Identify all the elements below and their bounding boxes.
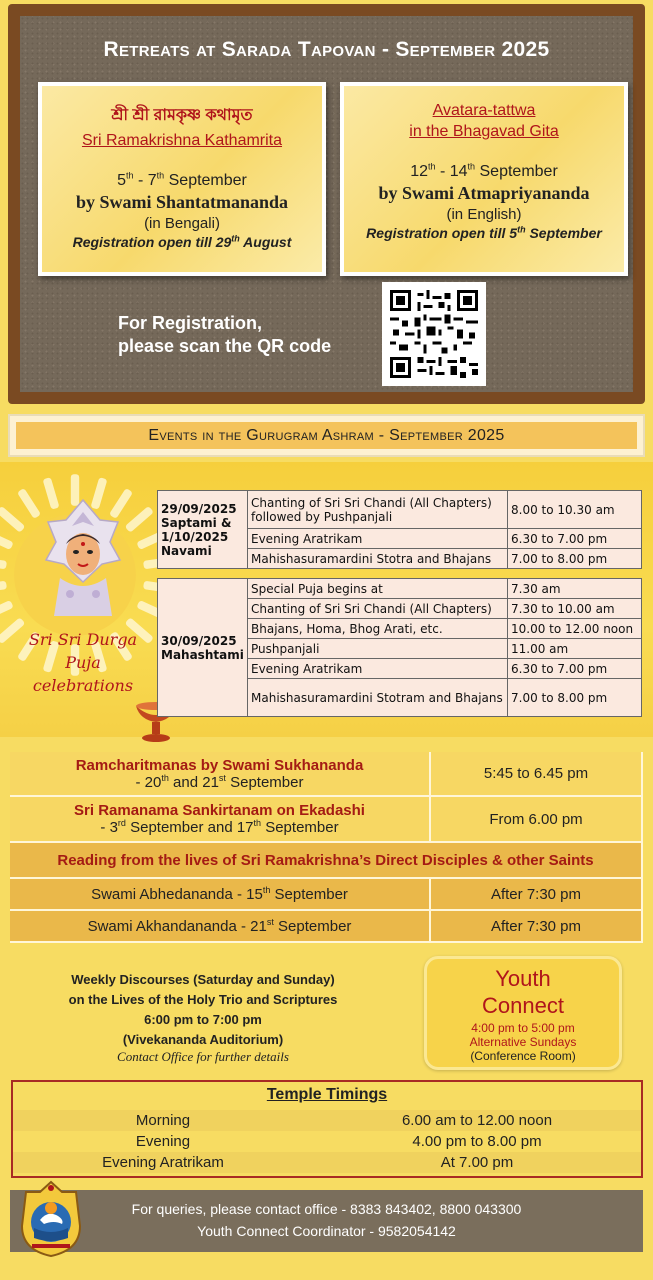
- event-description: Bhajans, Homa, Bhog Arati, etc.: [248, 619, 508, 639]
- table-row: [158, 579, 642, 599]
- event-time: 6.30 to 7.00 pm: [508, 659, 642, 679]
- retreat-dates: 5th - 7th September: [117, 170, 247, 189]
- youth-time: 4:00 pm to 5:00 pm: [471, 1021, 575, 1035]
- retreats-title: Retreats at Sarada Tapovan - September 2025: [103, 38, 550, 61]
- table-row: [10, 796, 642, 842]
- timing-label: Evening Aratrikam: [13, 1152, 313, 1173]
- event-description: Special Puja begins at: [248, 579, 508, 599]
- table-row: [158, 491, 642, 529]
- reading-time: After 7:30 pm: [430, 878, 642, 910]
- table-row: [10, 842, 642, 878]
- event-description: Chanting of Sri Sri Chandi (All Chapters): [248, 599, 508, 619]
- saptami-navami-schedule: [157, 490, 642, 569]
- retreat-title: Avatara-tattwa: [432, 102, 536, 119]
- retreat-title: Sri Ramakrishna Kathamrita: [81, 132, 283, 149]
- retreat-language: (in Bengali): [144, 215, 220, 232]
- timing-label: Morning: [13, 1110, 313, 1131]
- mahashtami-schedule: [157, 578, 642, 717]
- event-time: 7.30 to 10.00 am: [508, 599, 642, 619]
- event-description: Evening Aratrikam: [248, 529, 508, 549]
- timing-value: At 7.00 pm: [313, 1152, 641, 1173]
- event-description: Pushpanjali: [248, 639, 508, 659]
- retreat-dates: 12th - 14th September: [410, 161, 558, 180]
- event-time: 7.00 to 8.00 pm: [508, 679, 642, 717]
- timing-value: 4.00 pm to 8.00 pm: [412, 1133, 542, 1150]
- event-date: 30/09/2025 Mahashtami: [158, 579, 248, 717]
- reading-abhedananda: Swami Abhedananda - 15th September: [10, 878, 430, 910]
- footer-contact: [10, 1190, 643, 1252]
- retreat-speaker: by Swami Shantatmananda: [75, 192, 289, 212]
- weekly-discourses: Weekly Discourses (Saturday and Sunday) on the Lives of the Holy Trio and Scriptures 6:00 pm to 7:00 pm (Vivekananda Auditorium) Contact Office for further details: [18, 970, 388, 1064]
- registration-qr-code[interactable]: [382, 282, 486, 386]
- durga-puja-title: Sri Sri Durga Puja celebrations: [28, 630, 138, 695]
- table-row: [10, 910, 642, 942]
- retreats-board: [8, 4, 645, 404]
- table-row: [13, 1152, 641, 1173]
- retreat-subtitle: in the Bhagavad Gita: [409, 123, 559, 140]
- reading-akhandananda: Swami Akhandananda - 21st September: [10, 910, 430, 942]
- reading-time: After 7:30 pm: [430, 910, 642, 942]
- event-description: Mahishasuramardini Stotram and Bhajans: [248, 679, 508, 717]
- event-time: 11.00 am: [508, 639, 642, 659]
- office-contact: For queries, please contact office - 8383 843402, 8800 043300: [131, 1201, 522, 1217]
- youth-venue: (Conference Room): [470, 1049, 576, 1063]
- youth-connect-badge: Youth Connect 4:00 pm to 5:00 pm Alternative Sundays (Conference Room): [424, 956, 622, 1070]
- event-time: 6.30 to 7.00 pm: [508, 529, 642, 549]
- retreat-language: (in English): [446, 206, 522, 223]
- event-time: 8.00 to 10.30 am: [508, 491, 642, 529]
- table-row: [10, 878, 642, 910]
- event-time: 10.00 to 12.00 noon: [508, 619, 642, 639]
- programs-table: [10, 752, 643, 943]
- table-row: [10, 752, 642, 796]
- timing-value: 6.00 am to 12.00 noon: [313, 1110, 641, 1131]
- retreat-title-bengali: শ্রী শ্রী রামকৃষ্ণ কথামৃত: [111, 107, 253, 124]
- corkboard: [20, 16, 633, 392]
- registration-instructions: For Registration, please scan the QR code: [118, 313, 332, 356]
- retreat-speaker: by Swami Atmapriyananda: [378, 183, 590, 203]
- ramcharitmanas-program: Ramcharitmanas by Swami Sukhananda - 20th and 21st September: [10, 752, 430, 796]
- events-title: Events in the Gurugram Ashram - September 2025: [16, 422, 637, 449]
- retreat-registration-deadline: Registration open till 5th September: [366, 224, 602, 241]
- temple-timings-table: [13, 1110, 641, 1173]
- ramanama-time: From 6.00 pm: [430, 796, 642, 842]
- ramcharitmanas-time: 5:45 to 6.45 pm: [430, 752, 642, 796]
- event-time: 7.30 am: [508, 579, 642, 599]
- event-date: 29/09/2025 Saptami & 1/10/2025 Navami: [158, 491, 248, 569]
- reading-header: Reading from the lives of Sri Ramakrishna’s Direct Disciples & other Saints: [10, 842, 642, 878]
- retreat-card-avatara-tattwa: [340, 82, 628, 276]
- youth-coordinator-contact: Youth Connect Coordinator - 9582054142: [197, 1223, 456, 1239]
- event-time: 7.00 to 8.00 pm: [508, 549, 642, 569]
- event-description: Mahishasuramardini Stotra and Bhajans: [248, 549, 508, 569]
- retreat-registration-deadline: Registration open till 29th August: [72, 233, 292, 250]
- goddess-durga-icon: [40, 498, 126, 618]
- qr-code-icon: [390, 290, 478, 378]
- temple-timings-title: Temple Timings: [266, 1086, 388, 1103]
- timing-label: Evening: [135, 1133, 191, 1150]
- event-description: Evening Aratrikam: [248, 659, 508, 679]
- ramakrishna-mission-emblem-icon: [18, 1180, 84, 1258]
- event-description: Chanting of Sri Sri Chandi (All Chapters) followed by Pushpanjali: [248, 491, 508, 529]
- youth-frequency: Alternative Sundays: [469, 1035, 577, 1049]
- events-header: [8, 414, 645, 457]
- ramanama-program: Sri Ramanama Sankirtanam on Ekadashi - 3rd September and 17th September: [10, 796, 430, 842]
- contact-office-note: Contact Office for further details: [117, 1049, 289, 1064]
- table-row: [13, 1110, 641, 1131]
- retreat-card-kathamrita: [38, 82, 326, 276]
- table-row: [13, 1131, 641, 1152]
- temple-timings: [11, 1080, 643, 1178]
